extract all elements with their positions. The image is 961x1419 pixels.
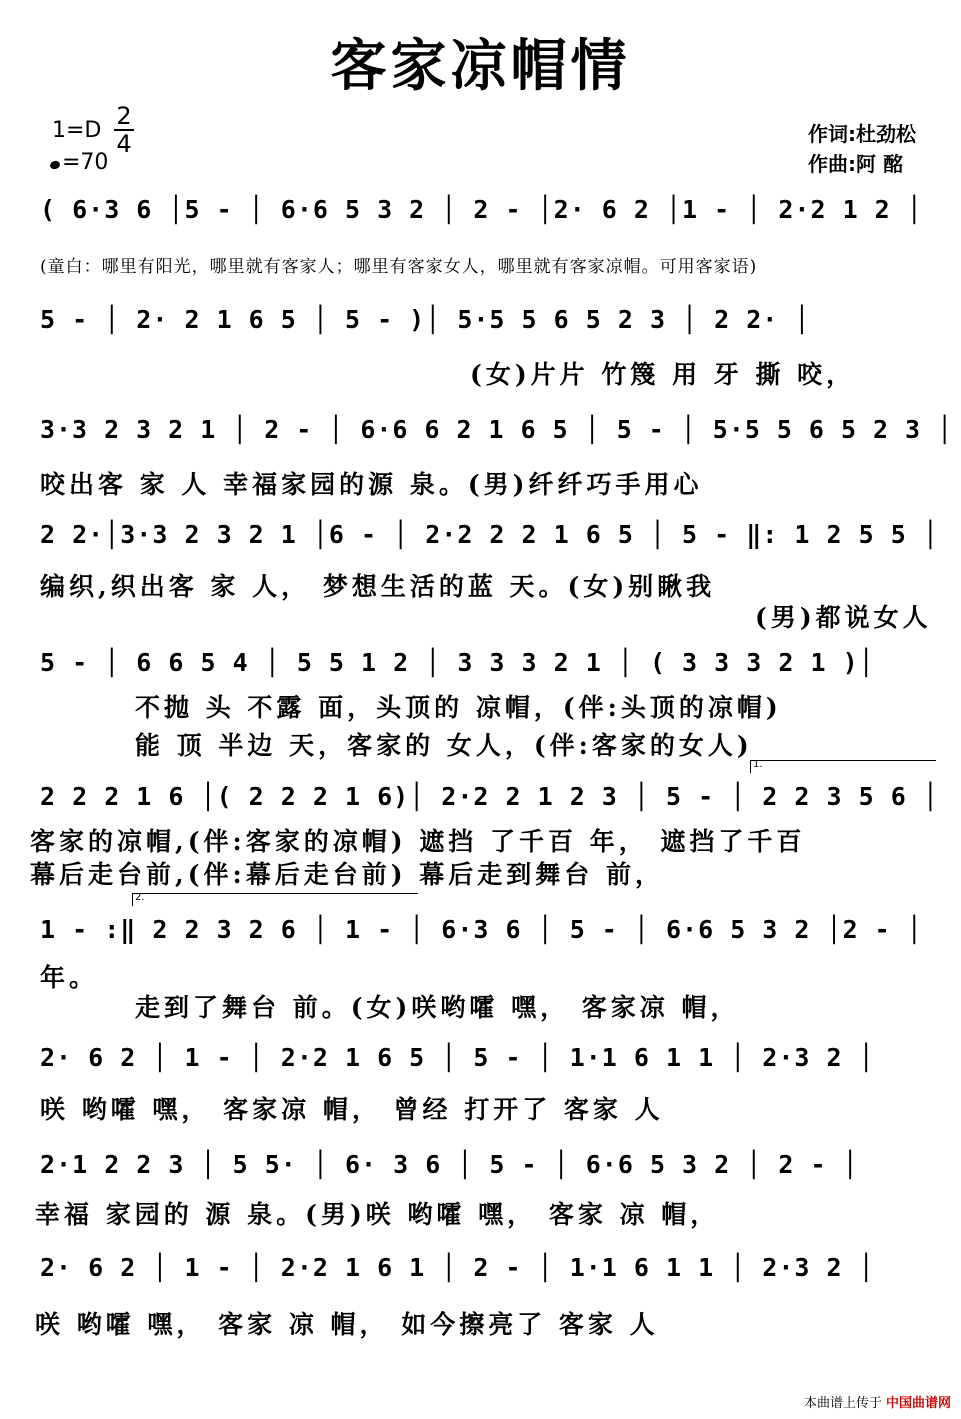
footer-credit (804, 1392, 951, 1411)
quarter-note-icon (49, 160, 61, 171)
footer-text: 本曲谱上传于 (803, 1396, 882, 1411)
lyric-row-2: (女)片片 竹篾 用 牙 撕 咬， (470, 360, 856, 389)
lyric-row-10: 咲 哟嚯 嘿， 客家 凉 帽， 如今擦亮了 客家 人 (35, 1310, 659, 1339)
composer-credit: 作曲:阿 酩 (808, 152, 903, 176)
lyric-row-4a: 编织,织出客 家 人， 梦想生活的蓝 天。(女)别瞅我 (40, 572, 716, 601)
lyric-row-6a: 客家的凉帽,(伴:客家的凉帽) 遮挡 了千百 年， 遮挡了千百 (30, 827, 806, 856)
time-denominator: 4 (116, 130, 132, 158)
page-title: 客家凉帽情 (330, 34, 631, 99)
site-logo: 中国曲谱网 (885, 1396, 951, 1411)
time-numerator: 2 (116, 102, 132, 130)
lyric-row-3: 咬出客 家 人 幸福家园的源 泉。(男)纤纤巧手用心 (40, 470, 703, 499)
notes-row-3: 3·3 2 3 2 1 │ 2 - │ 6·6 6 2 1 6 5 │ 5 - │ 5·5 5 6 5 2 3 │ (40, 415, 954, 444)
lyric-row-5a: 不抛 头 不露 面，头顶的 凉帽，(伴:头顶的凉帽) (135, 693, 782, 722)
lyric-row-4b: (男)都说女人 (755, 603, 932, 632)
first-ending-label: 1. (753, 759, 763, 770)
second-ending-bracket (132, 893, 418, 906)
notes-row-7: 1 - :‖ 2 2 3 2 6 │ 1 - │ 6·3 6 │ 5 - │ 6·6 5 3 2 │2 - │ (40, 915, 923, 944)
spoken-intro: (童白：哪里有阳光，哪里就有客家人；哪里有客家女人，哪里就有客家凉帽。可用客家语) (40, 257, 758, 277)
notes-row-4: 2 2·│3·3 2 3 2 1 │6 - │ 2·2 2 2 1 6 5 │ 5 - ‖: 1 2 5 5 │ (40, 520, 939, 549)
lyric-row-8: 咲 哟嚯 嘿， 客家凉 帽， 曾经 打开了 客家 人 (40, 1095, 664, 1124)
notes-row-10: 2· 6 2 │ 1 - │ 2·2 1 6 1 │ 2 - │ 1·1 6 1 1 │ 2·3 2 │ (40, 1253, 875, 1282)
tempo-value: =70 (62, 150, 109, 175)
lyric-row-9: 幸福 家园的 源 泉。(男)咲 哟嚯 嘿， 客家 凉 帽， (35, 1200, 720, 1229)
lyric-row-5b: 能 顶 半边 天，客家的 女人，(伴:客家的女人) (135, 731, 753, 760)
lyricist-credit: 作词:杜劲松 (808, 122, 916, 146)
notes-row-6: 2 2 2 1 6 │( 2 2 2 1 6)│ 2·2 2 1 2 3 │ 5 - │ 2 2 3 5 6 │ (40, 782, 939, 811)
tempo-marking (50, 150, 108, 175)
key-signature: 1=D (52, 118, 102, 143)
lyric-row-7b: 走到了舞台 前。(女)咲哟嚯 嘿， 客家凉 帽， (135, 993, 740, 1022)
notes-row-9: 2·1 2 2 3 │ 5 5· │ 6· 3 6 │ 5 - │ 6·6 5 3 2 │ 2 - │ (40, 1150, 859, 1179)
lyric-row-6b: 幕后走台前,(伴:幕后走台前) 幕后走到舞台 前， (30, 860, 664, 889)
notes-row-1: ( 6·3 6 │5 - │ 6·6 5 3 2 │ 2 - │2· 6 2 │1 - │ 2·2 1 2 │ (40, 195, 923, 224)
time-signature (114, 104, 134, 156)
notes-row-8: 2· 6 2 │ 1 - │ 2·2 1 6 5 │ 5 - │ 1·1 6 1 1 │ 2·3 2 │ (40, 1043, 875, 1072)
lyric-row-7a: 年。 (40, 963, 99, 992)
first-ending-bracket (750, 760, 936, 773)
second-ending-label: 2. (135, 892, 145, 903)
notes-row-5: 5 - │ 6 6 5 4 │ 5 5 1 2 │ 3 3 3 2 1 │ ( 3 3 3 2 1 )│ (40, 648, 875, 677)
notes-row-2: 5 - │ 2· 2 1 6 5 │ 5 - )│ 5·5 5 6 5 2 3 │ 2 2· │ (40, 305, 811, 334)
